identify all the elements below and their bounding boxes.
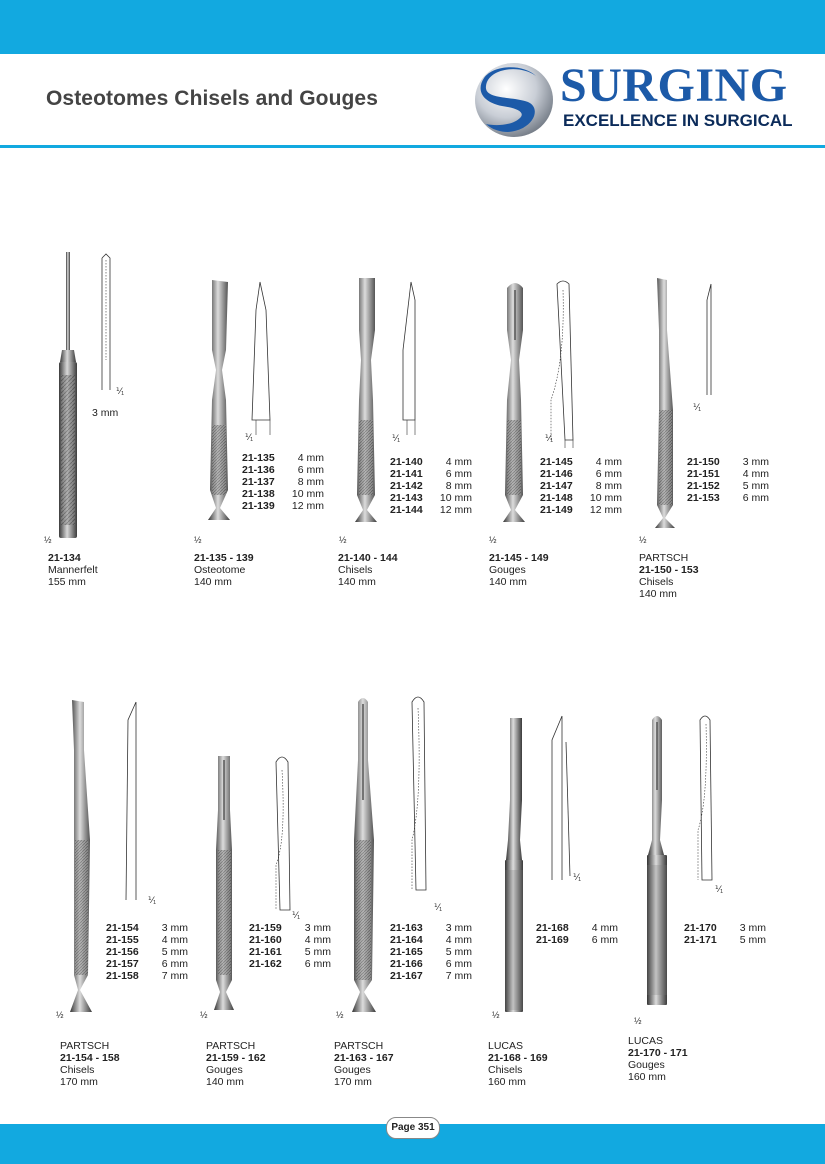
scale-one-mark: ⅟₁ <box>392 433 401 443</box>
catalog-number: 21-134 <box>48 552 81 564</box>
product-length: 140 mm <box>639 588 677 600</box>
size-row <box>242 488 324 500</box>
size-row <box>249 946 331 958</box>
item-code: 21-159 <box>249 922 282 934</box>
scale-one-mark: ⅟₁ <box>116 386 125 396</box>
size-row <box>249 958 331 970</box>
size-row <box>106 922 188 934</box>
size-row <box>390 946 472 958</box>
logo-tagline: EXCELLENCE IN SURGICAL <box>563 111 793 130</box>
product-gouges <box>485 270 630 595</box>
size-row <box>687 480 769 492</box>
item-size: 5 mm <box>304 946 331 958</box>
size-table <box>687 456 769 504</box>
gouge-illustration <box>626 690 766 1030</box>
size-row <box>540 504 622 516</box>
size-row <box>540 480 622 492</box>
item-code: 21-136 <box>242 464 275 476</box>
item-size: 4 mm <box>591 922 618 934</box>
size-row <box>390 958 472 970</box>
product-mannerfelt <box>40 250 160 595</box>
item-size: 6 mm <box>161 958 188 970</box>
product-caption <box>628 1035 688 1083</box>
scale-one-mark: ⅟₁ <box>245 432 254 442</box>
product-lucas-chisels <box>486 690 626 1090</box>
item-size: 8 mm <box>297 476 324 488</box>
scale-half-mark: ½ <box>200 1010 208 1020</box>
scale-one-mark: ⅟₁ <box>292 910 301 920</box>
size-row <box>106 958 188 970</box>
product-caption <box>338 552 398 588</box>
catalog-number: 21-135 - 139 <box>194 552 254 564</box>
item-size: 4 mm <box>304 934 331 946</box>
item-code: 21-155 <box>106 934 139 946</box>
size-row <box>390 456 472 468</box>
product-length: 170 mm <box>60 1076 98 1088</box>
item-code: 21-135 <box>242 452 275 464</box>
size-row <box>106 946 188 958</box>
logo-emblem-icon <box>472 60 556 140</box>
item-code: 21-166 <box>390 958 423 970</box>
header-divider <box>0 145 825 148</box>
item-size: 4 mm <box>297 452 324 464</box>
product-length: 155 mm <box>48 576 86 588</box>
item-size: 6 mm <box>742 492 769 504</box>
item-size: 7 mm <box>445 970 472 982</box>
item-size: 6 mm <box>591 934 618 946</box>
page-title: Osteotomes Chisels and Gouges <box>46 87 378 110</box>
maker-name: PARTSCH <box>334 1040 384 1052</box>
size-row <box>106 934 188 946</box>
size-row <box>687 456 769 468</box>
item-size: 6 mm <box>297 464 324 476</box>
item-code: 21-138 <box>242 488 275 500</box>
size-row <box>249 934 331 946</box>
catalog-number: 21-163 - 167 <box>334 1052 394 1064</box>
item-size: 3 mm <box>739 922 766 934</box>
item-code: 21-153 <box>687 492 720 504</box>
size-row <box>684 922 766 934</box>
item-code: 21-146 <box>540 468 573 480</box>
scale-one-mark: ⅟₁ <box>545 433 554 443</box>
item-code: 21-168 <box>536 922 569 934</box>
item-size: 10 mm <box>291 488 324 500</box>
item-size: 10 mm <box>439 492 472 504</box>
item-code: 21-154 <box>106 922 139 934</box>
item-code: 21-137 <box>242 476 275 488</box>
item-size: 8 mm <box>595 480 622 492</box>
product-caption <box>60 1040 120 1088</box>
size-row <box>390 492 472 504</box>
size-row <box>242 464 324 476</box>
product-chisels <box>335 270 480 595</box>
item-code: 21-152 <box>687 480 720 492</box>
size-row <box>390 922 472 934</box>
item-size: 5 mm <box>742 480 769 492</box>
scale-half-mark: ½ <box>489 535 497 545</box>
item-code: 21-160 <box>249 934 282 946</box>
maker-name: LUCAS <box>628 1035 664 1047</box>
item-code: 21-144 <box>390 504 423 516</box>
item-code: 21-150 <box>687 456 720 468</box>
item-size: 4 mm <box>445 456 472 468</box>
item-size: 4 mm <box>445 934 472 946</box>
item-code: 21-143 <box>390 492 423 504</box>
brand-logo <box>472 60 802 140</box>
size-row <box>536 922 618 934</box>
item-size: 5 mm <box>161 946 188 958</box>
size-row <box>687 468 769 480</box>
item-size: 10 mm <box>589 492 622 504</box>
page-number: Page 351 <box>386 1117 440 1139</box>
item-code: 21-149 <box>540 504 573 516</box>
maker-name: PARTSCH <box>639 552 689 564</box>
item-code: 21-156 <box>106 946 139 958</box>
product-name: Chisels <box>60 1064 95 1076</box>
product-length: 140 mm <box>194 576 232 588</box>
size-row <box>540 492 622 504</box>
scale-half-mark: ½ <box>492 1010 500 1020</box>
product-lucas-gouges <box>626 690 776 1090</box>
item-code: 21-157 <box>106 958 139 970</box>
product-partsch-gouges-140 <box>196 690 336 1090</box>
catalog-number: 21-154 - 158 <box>60 1052 120 1064</box>
item-size: 5 mm <box>445 946 472 958</box>
item-size: 6 mm <box>445 468 472 480</box>
product-name: Gouges <box>628 1059 665 1071</box>
size-table <box>106 922 188 982</box>
product-caption <box>334 1040 394 1088</box>
item-code: 21-161 <box>249 946 282 958</box>
item-size: 12 mm <box>291 500 324 512</box>
product-partsch-chisels-140 <box>635 270 785 605</box>
tip-size-label: 3 mm <box>92 407 119 419</box>
item-size: 4 mm <box>161 934 188 946</box>
product-length: 160 mm <box>628 1071 666 1083</box>
size-row <box>684 934 766 946</box>
size-row <box>106 970 188 982</box>
scale-half-mark: ½ <box>44 535 52 545</box>
item-code: 21-164 <box>390 934 423 946</box>
product-name: Mannerfelt <box>48 564 98 576</box>
size-table <box>684 922 766 946</box>
scale-half-mark: ½ <box>634 1016 642 1026</box>
scale-one-mark: ⅟₁ <box>715 884 724 894</box>
item-code: 21-145 <box>540 456 573 468</box>
product-caption <box>639 552 699 600</box>
product-caption <box>206 1040 266 1088</box>
catalog-number: 21-140 - 144 <box>338 552 398 564</box>
chisel-illustration <box>486 690 626 1030</box>
size-table <box>242 452 324 512</box>
top-banner <box>0 0 825 54</box>
size-row <box>242 452 324 464</box>
maker-name: LUCAS <box>488 1040 524 1052</box>
product-name: Chisels <box>488 1064 523 1076</box>
scale-half-mark: ½ <box>639 535 647 545</box>
item-size: 12 mm <box>439 504 472 516</box>
size-row <box>390 480 472 492</box>
product-length: 170 mm <box>334 1076 372 1088</box>
product-caption <box>194 552 254 588</box>
chisel-illustration <box>635 270 775 550</box>
size-row <box>242 500 324 512</box>
item-code: 21-169 <box>536 934 569 946</box>
item-size: 4 mm <box>595 456 622 468</box>
item-size: 3 mm <box>742 456 769 468</box>
catalog-number: 21-170 - 171 <box>628 1047 688 1059</box>
item-code: 21-148 <box>540 492 573 504</box>
size-row <box>540 456 622 468</box>
item-size: 3 mm <box>304 922 331 934</box>
size-table <box>390 456 472 516</box>
size-row <box>687 492 769 504</box>
product-partsch-gouges-170 <box>334 690 479 1090</box>
scale-half-mark: ½ <box>56 1010 64 1020</box>
item-size: 7 mm <box>161 970 188 982</box>
product-osteotome <box>190 270 335 595</box>
catalog-number: 21-168 - 169 <box>488 1052 548 1064</box>
osteotome-illustration <box>40 250 150 550</box>
product-name: Gouges <box>206 1064 243 1076</box>
item-code: 21-139 <box>242 500 275 512</box>
item-size: 6 mm <box>445 958 472 970</box>
size-row <box>540 468 622 480</box>
product-name: Chisels <box>639 576 674 588</box>
product-length: 140 mm <box>338 576 376 588</box>
product-caption <box>48 552 98 588</box>
item-size: 8 mm <box>445 480 472 492</box>
size-table <box>249 922 331 970</box>
catalog-number: 21-150 - 153 <box>639 564 699 576</box>
product-length: 140 mm <box>489 576 527 588</box>
item-code: 21-158 <box>106 970 139 982</box>
scale-one-mark: ⅟₁ <box>148 895 157 905</box>
logo-wordmark: SURGING <box>560 59 788 112</box>
item-code: 21-171 <box>684 934 717 946</box>
scale-half-mark: ½ <box>339 535 347 545</box>
size-row <box>390 504 472 516</box>
size-table <box>540 456 622 516</box>
item-size: 5 mm <box>739 934 766 946</box>
item-size: 6 mm <box>595 468 622 480</box>
catalog-number: 21-145 - 149 <box>489 552 549 564</box>
item-code: 21-165 <box>390 946 423 958</box>
item-code: 21-151 <box>687 468 720 480</box>
catalog-number: 21-159 - 162 <box>206 1052 266 1064</box>
item-code: 21-142 <box>390 480 423 492</box>
product-name: Gouges <box>334 1064 371 1076</box>
scale-one-mark: ⅟₁ <box>573 872 582 882</box>
item-size: 6 mm <box>304 958 331 970</box>
scale-one-mark: ⅟₁ <box>434 902 443 912</box>
product-name: Osteotome <box>194 564 246 576</box>
item-size: 3 mm <box>161 922 188 934</box>
product-name: Chisels <box>338 564 373 576</box>
product-length: 160 mm <box>488 1076 526 1088</box>
size-table <box>536 922 618 946</box>
item-code: 21-141 <box>390 468 423 480</box>
maker-name: PARTSCH <box>60 1040 110 1052</box>
product-partsch-chisels-170 <box>52 690 197 1090</box>
size-row <box>390 468 472 480</box>
item-code: 21-163 <box>390 922 423 934</box>
product-name: Gouges <box>489 564 526 576</box>
product-caption <box>489 552 549 588</box>
size-row <box>390 970 472 982</box>
item-size: 4 mm <box>742 468 769 480</box>
scale-half-mark: ½ <box>336 1010 344 1020</box>
size-row <box>390 934 472 946</box>
size-row <box>242 476 324 488</box>
size-row <box>249 922 331 934</box>
size-table <box>390 922 472 982</box>
item-code: 21-167 <box>390 970 423 982</box>
item-code: 21-147 <box>540 480 573 492</box>
item-code: 21-140 <box>390 456 423 468</box>
scale-one-mark: ⅟₁ <box>693 402 702 412</box>
maker-name: PARTSCH <box>206 1040 256 1052</box>
size-row <box>536 934 618 946</box>
product-caption <box>488 1040 548 1088</box>
gouge-illustration <box>196 690 336 1030</box>
item-size: 3 mm <box>445 922 472 934</box>
scale-half-mark: ½ <box>194 535 202 545</box>
product-length: 140 mm <box>206 1076 244 1088</box>
item-size: 12 mm <box>589 504 622 516</box>
item-code: 21-170 <box>684 922 717 934</box>
item-code: 21-162 <box>249 958 282 970</box>
